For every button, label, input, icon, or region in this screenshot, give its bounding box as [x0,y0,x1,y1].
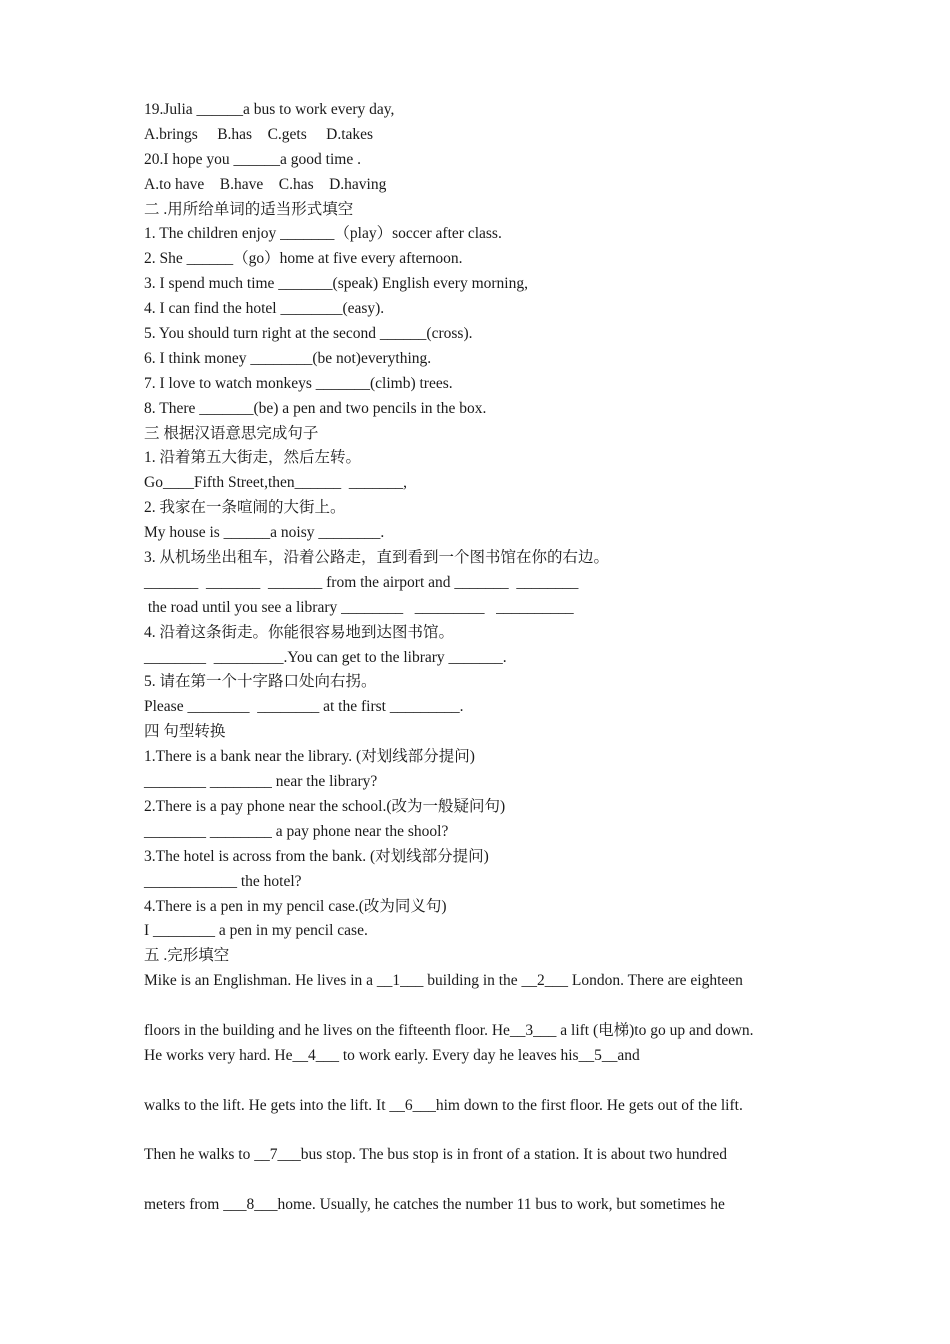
cloze-passage-line: meters from ___8___home. Usually, he catches the number 11 bus to work, but sometimes he [144,1196,725,1214]
section-2-item: 4. I can find the hotel ________(easy). [144,300,385,318]
section-2-item: 1. The children enjoy _______（play）soccer after class. [144,225,502,243]
section-3-prompt: 1. 沿着第五大街走，然后左转。 [144,449,362,467]
section-4-prompt: 3.The hotel is across from the bank. (对划线部分提问) [144,847,489,865]
question-19: 19.Julia ______a bus to work every day, [144,101,395,118]
section-2-heading: 二 .用所给单词的适当形式填空 [144,200,354,218]
blank-line [144,1069,814,1094]
section-5-heading: 五 .完形填空 [144,947,230,965]
section-4-heading: 四 句型转换 [144,723,226,741]
section-4-answer: ____________ the hotel? [144,872,302,890]
question-20-options: A.to have B.have C.has D.having [144,175,387,193]
cloze-passage-line: Then he walks to __7___bus stop. The bus stop is in front of a station. It is about two hundred [144,1146,728,1164]
section-3-heading: 三 根据汉语意思完成句子 [144,424,319,442]
cloze-passage-line: Mike is an Englishman. He lives in a __1___ building in the __2___ London. There are eighteen [144,972,743,990]
section-3-prompt: 2. 我家在一条喧闹的大街上。 [144,499,346,517]
blank-line [144,1119,814,1144]
exercise-text [144,98,814,1218]
section-4-prompt: 4.There is a pen in my pencil case.(改为同义句) [144,897,447,915]
section-3-answer: Go____Fifth Street,then______ _______, [144,474,408,492]
section-3-prompt: 4. 沿着这条街走。你能很容易地到达图书馆。 [144,623,455,641]
section-4-prompt: 1.There is a bank near the library. (对划线部分提问) [144,748,475,766]
section-3-answer: Please ________ ________ at the first _________. [144,698,464,716]
cloze-passage-line: walks to the lift. He gets into the lift. It __6___him down to the first floor. He gets out of the lift. [144,1096,743,1114]
blank-line [144,1168,814,1193]
section-3-prompt: 5. 请在第一个十字路口处向右拐。 [144,673,377,691]
blank-line [144,994,814,1019]
section-4-prompt: 2.There is a pay phone near the school.(改为一般疑问句) [144,797,506,815]
section-2-item: 3. I spend much time _______(speak) English every morning, [144,275,528,293]
section-2-item: 2. She ______（go）home at five every afternoon. [144,250,463,268]
question-20: 20.I hope you ______a good time . [144,150,361,168]
section-3-answer: My house is ______a noisy ________. [144,524,385,542]
section-4-answer: I ________ a pen in my pencil case. [144,922,368,940]
section-4-answer: ________ ________ near the library? [144,773,378,791]
section-3-answer: _______ _______ _______ from the airport and _______ ________ [144,573,579,591]
section-2-item: 7. I love to watch monkeys _______(climb) trees. [144,374,453,392]
section-2-item: 6. I think money ________(be not)everything. [144,349,432,367]
section-3-answer: the road until you see a library ________ _________ __________ [144,598,574,616]
section-4-answer: ________ ________ a pay phone near the shool? [144,822,449,840]
cloze-passage-line: floors in the building and he lives on the fifteenth floor. He__3___ a lift (电梯)to go up and down. [144,1021,754,1039]
section-2-item: 8. There _______(be) a pen and two pencils in the box. [144,399,487,417]
cloze-passage-line: He works very hard. He__4___ to work early. Every day he leaves his__5__and [144,1046,640,1064]
section-3-answer: ________ _________.You can get to the library _______. [144,648,507,666]
section-3-prompt: 3. 从机场坐出租车，沿着公路走，直到看到一个图书馆在你的右边。 [144,549,610,567]
section-2-item: 5. You should turn right at the second ______(cross). [144,325,473,343]
question-19-options: A.brings B.has C.gets D.takes [144,125,374,143]
